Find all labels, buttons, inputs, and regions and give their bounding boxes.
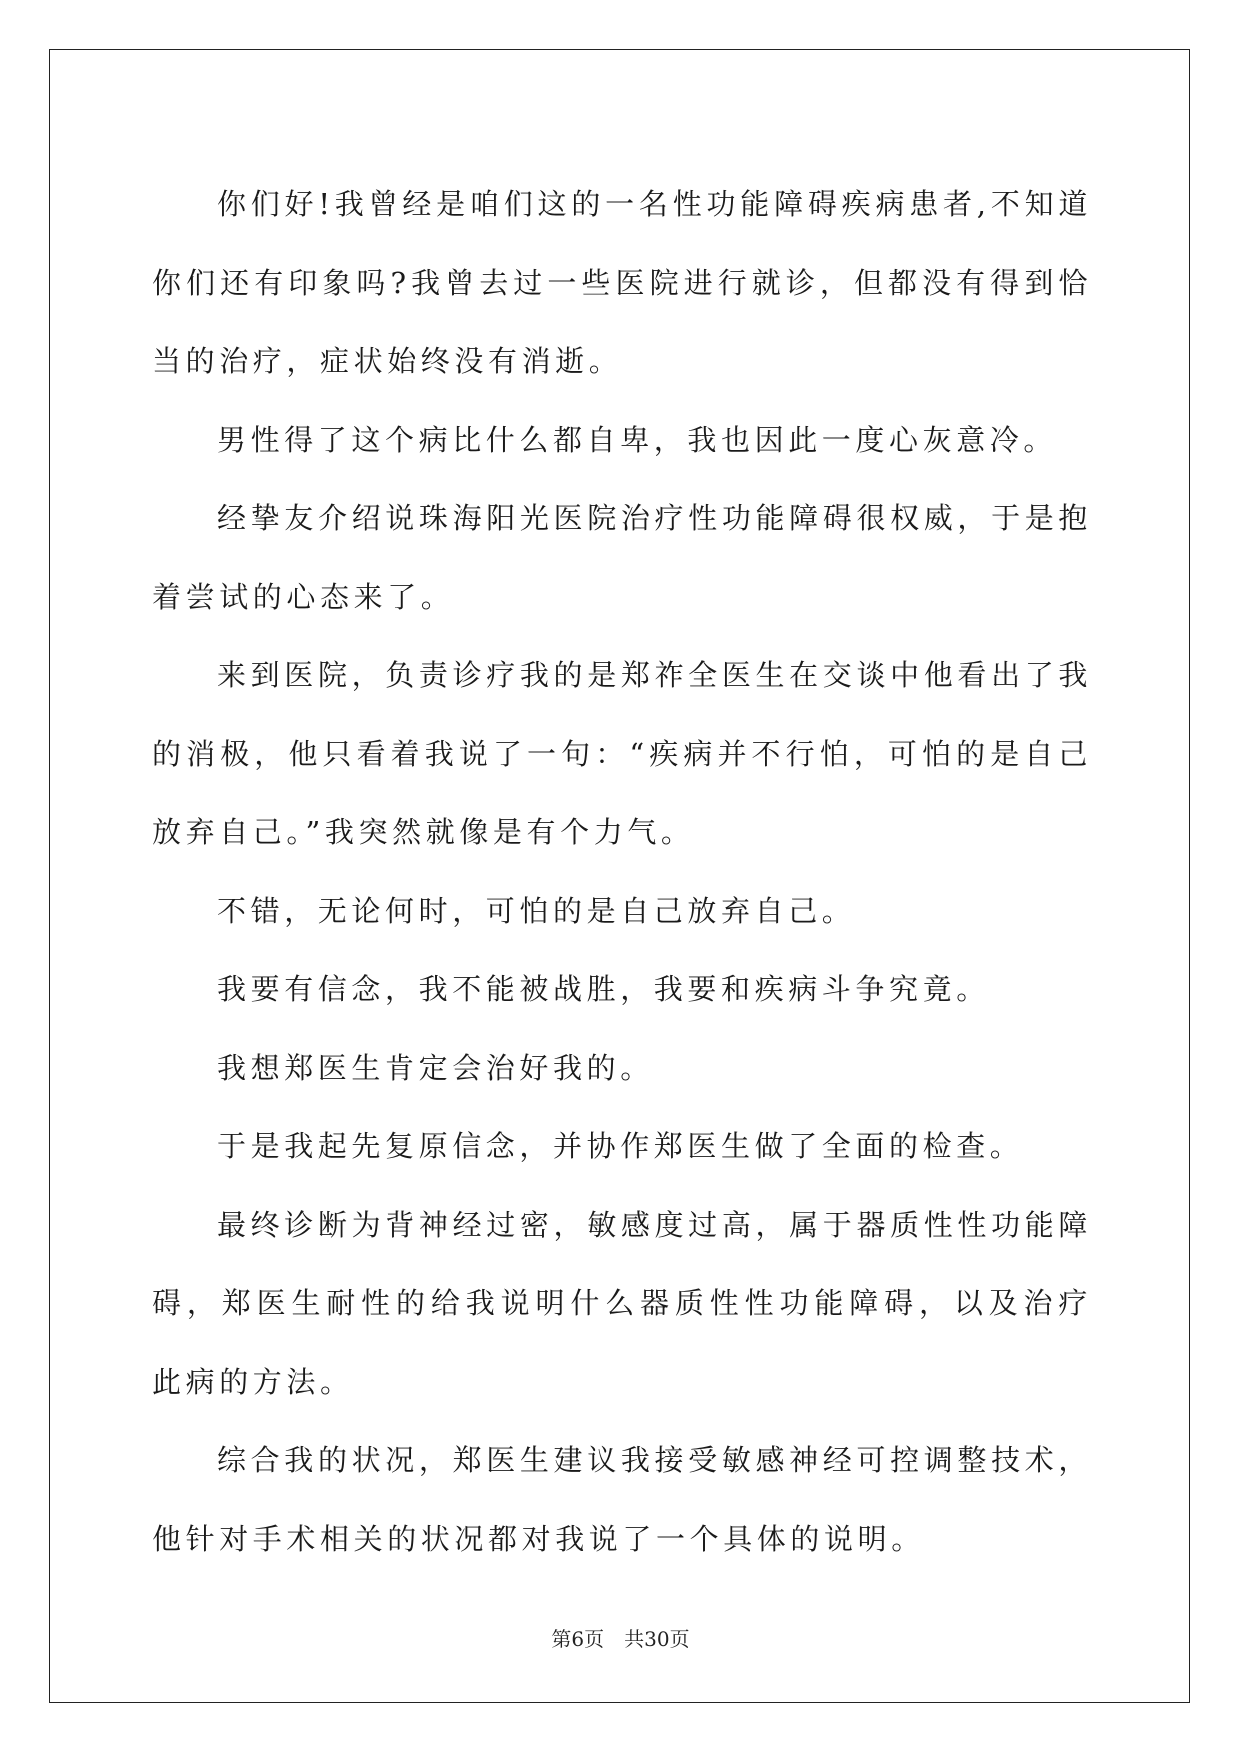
document-body bbox=[152, 165, 1092, 1578]
paragraph: 不错，无论何时，可怕的是自己放弃自己。 bbox=[217, 893, 856, 928]
paragraph: 我要有信念，我不能被战胜，我要和疾病斗争究竟。 bbox=[217, 972, 990, 1006]
paragraph: 我想郑医生肯定会治好我的。 bbox=[217, 1050, 654, 1085]
page-total: 共30页 bbox=[624, 1627, 690, 1651]
paragraph: 男性得了这个病比什么都自卑，我也因此一度心灰意冷。 bbox=[217, 422, 1058, 457]
page-footer bbox=[0, 1623, 1241, 1652]
paragraph: 最终诊断为背神经过密，敏感度过高，属于器质性性功能障碍，郑医生耐性的给我说明什么器质性性功能障碍，以及治疗此病的方法。 bbox=[152, 1207, 1092, 1399]
paragraph: 综合我的状况，郑医生建议我接受敏感神经可控调整技术，他针对手术相关的状况都对我说了一个具体的说明。 bbox=[152, 1443, 1092, 1556]
paragraph: 来到医院，负责诊疗我的是郑祚全医生在交谈中他看出了我的消极，他只看着我说了一句：“疾病并不行怕，可怕的是自己放弃自己。”我突然就像是有个力气。 bbox=[152, 658, 1092, 849]
paragraph: 于是我起先复原信念，并协作郑医生做了全面的检查。 bbox=[217, 1129, 1024, 1163]
paragraph: 你们好!我曾经是咱们这的一名性功能障碍疾病患者,不知道你们还有印象吗?我曾去过一些医院进行就诊，但都没有得到恰当的治疗，症状始终没有消逝。 bbox=[152, 187, 1092, 378]
paragraph: 经挚友介绍说珠海阳光医院治疗性功能障碍很权威，于是抱着尝试的心态来了。 bbox=[152, 501, 1092, 614]
page-number: 第6页 bbox=[551, 1627, 605, 1651]
